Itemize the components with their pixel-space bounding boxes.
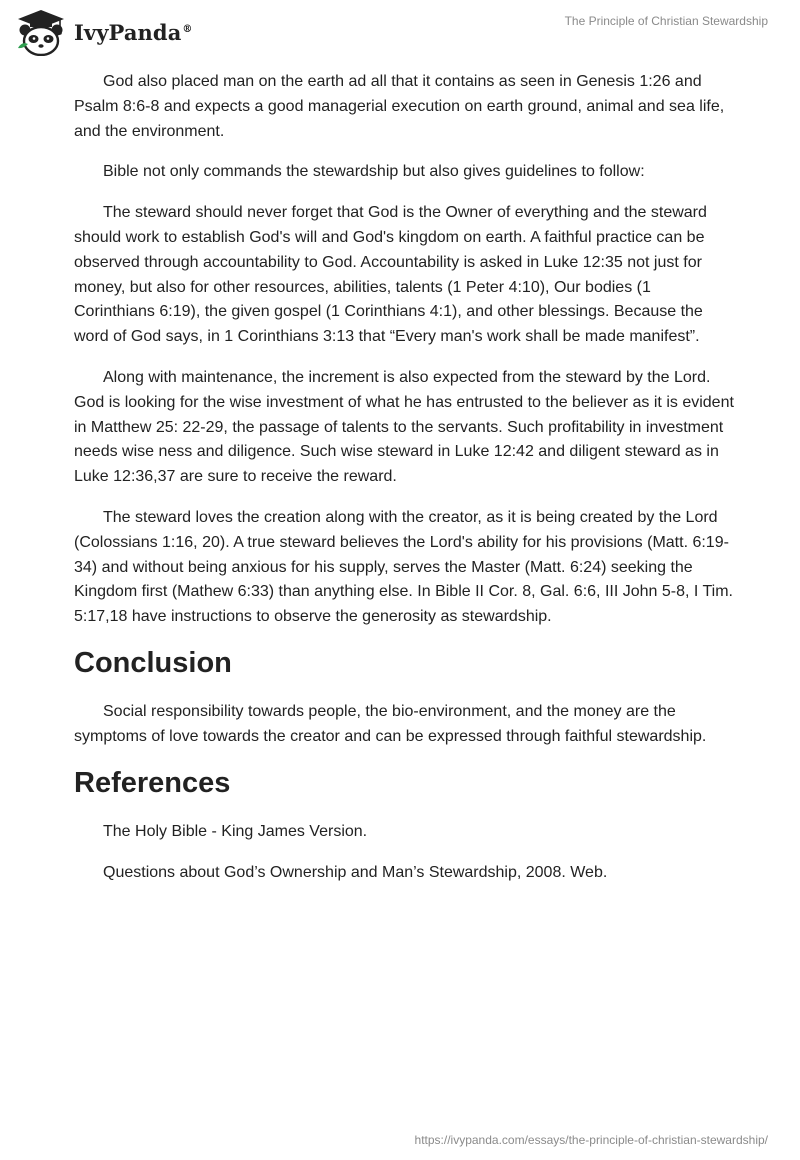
body-paragraph: The steward loves the creation along with the creator, as it is being created by the Lord (Colossians 1:16, 20). A true steward believes the Lord's ability for his provisions (Matt. 6:19-34) and without being anxious for his supply, serves the Master (Matt. 6:24) seeking the Kingdom first (Mathew 6:33) than anything else. In Bible II Cor. 8, Gal. 6:6, III John 5-8, I Tim. 5:17,18 have instructions to observe the generosity as stewardship.	[74, 508, 733, 626]
body-paragraph: God also placed man on the earth ad all that it contains as seen in Genesis 1:26 and Psalm 8:6-8 and expects a good managerial execution on earth ground, animal and sea life, and the environment.	[74, 73, 725, 140]
conclusion-paragraph: Social responsibility towards people, the bio-environment, and the money are the symptoms of love towards the creator and can be expressed through faithful stewardship.	[74, 702, 707, 745]
reference-item: The Holy Bible - King James Version.	[103, 822, 368, 840]
registered-mark: ®	[182, 23, 193, 35]
document-title: The Principle of Christian Stewardship	[564, 14, 768, 28]
essay-content	[74, 70, 734, 902]
page-header	[0, 0, 800, 60]
references-heading: References	[74, 766, 231, 799]
ivypanda-logo[interactable]	[14, 8, 193, 56]
body-paragraph: The steward should never forget that God is the Owner of everything and the steward should work to establish God's will and God's kingdom on earth. A faithful practice can be observed through accountability to God. Accountability is asked in Luke 12:35 not just for money, but also for other resources, abilities, talents (1 Peter 4:10), Our bodies (1 Corinthians 6:19), the given gospel (1 Corinthians 4:1), and other blessings. Because the word of God says, in 1 Corinthians 3:13 that “Every man's work shall be made manifest”.	[74, 204, 707, 346]
body-paragraph: Bible not only commands the stewardship but also gives guidelines to follow:	[103, 163, 645, 181]
conclusion-heading: Conclusion	[74, 646, 232, 679]
brand-text: IvyPanda	[74, 19, 182, 45]
brand-name	[74, 20, 193, 45]
source-url[interactable]: https://ivypanda.com/essays/the-principle-of-christian-stewardship/	[414, 1133, 768, 1147]
panda-graduation-cap-icon	[14, 8, 68, 56]
reference-item: Questions about God’s Ownership and Man’s Stewardship, 2008. Web.	[103, 863, 608, 881]
body-paragraph: Along with maintenance, the increment is also expected from the steward by the Lord. God is looking for the wise investment of what he has entrusted to the believer as it is evident in Matthew 25: 22-29, the passage of talents to the servants. Such profitability in investment needs wise ness and diligence. Such wise steward in Luke 12:42 and diligent steward as in Luke 12:36,37 are sure to receive the reward.	[74, 368, 734, 486]
